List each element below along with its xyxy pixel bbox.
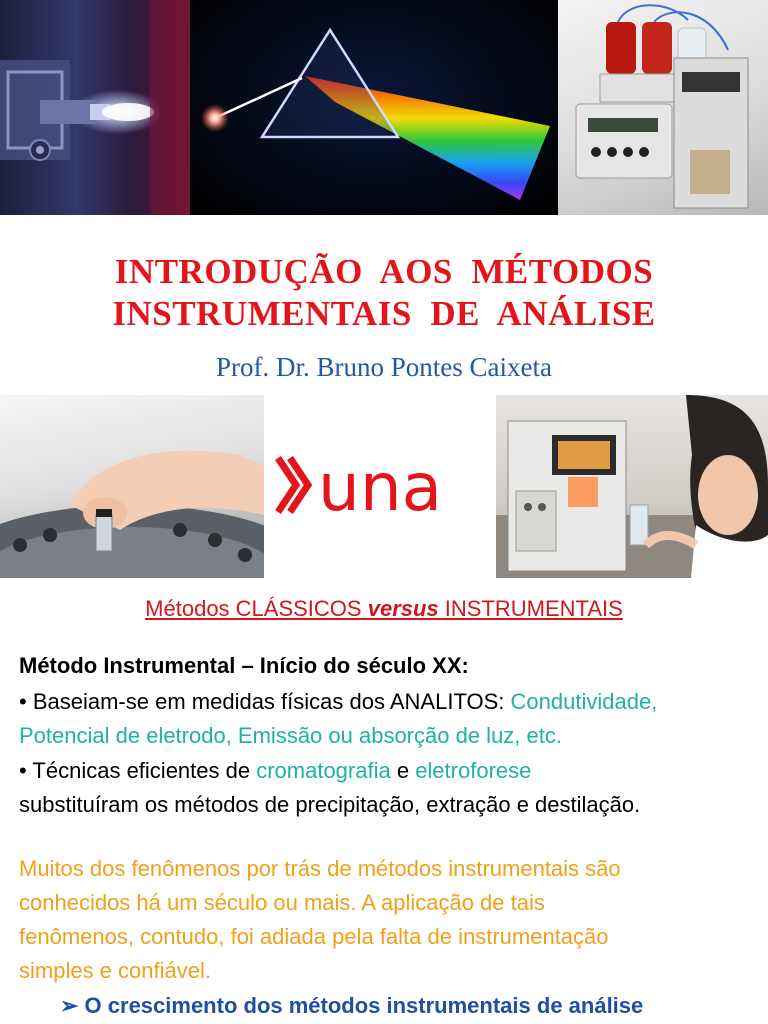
method-heading: Método Instrumental – Início do século XX: bbox=[19, 653, 469, 678]
lab-illustration bbox=[496, 395, 768, 578]
bullet-techniques-cont: substituíram os métodos de precipitação, extração e destilação. bbox=[19, 792, 641, 817]
title-line-2: INSTRUMENTAIS DE ANÁLISE bbox=[112, 294, 656, 333]
growth-statement bbox=[60, 990, 643, 1022]
paragraph-line-3: fenômenos, contudo, foi adiada pela falta de instrumentação bbox=[19, 924, 609, 949]
highlight-chromatography: cromatografia bbox=[256, 758, 391, 783]
prism-spectrum-photo bbox=[190, 0, 558, 215]
paragraph-line-1: Muitos dos fenômenos por trás de métodos instrumentais são bbox=[19, 856, 621, 881]
bullet-marker: • bbox=[19, 758, 33, 783]
autosampler-photo bbox=[0, 395, 264, 578]
section-title-versus: versus bbox=[367, 596, 439, 621]
author-name: Prof. Dr. Bruno Pontes Caixeta bbox=[216, 352, 552, 382]
plasma-torch-illustration bbox=[0, 0, 190, 215]
prism-illustration bbox=[190, 0, 558, 215]
title-line-1: INTRODUÇÃO AOS MÉTODOS bbox=[114, 252, 654, 291]
spectrometer-lab-photo bbox=[496, 395, 768, 578]
bullet-physical-measures-cont: Potencial de eletrodo, Emissão ou absorção de luz, etc. bbox=[19, 723, 562, 748]
paragraph-line-2: conhecidos há um século ou mais. A aplicação de tais bbox=[19, 890, 545, 915]
una-logo bbox=[268, 440, 498, 530]
bullet-physical-measures bbox=[19, 686, 657, 718]
una-logo-mark bbox=[268, 440, 498, 530]
bullet-text: Técnicas eficientes de bbox=[32, 758, 257, 783]
plasma-torch-photo bbox=[0, 0, 190, 215]
bullet-text: Baseiam-se em medidas físicas dos ANALITOS: bbox=[32, 689, 511, 714]
highlight-electrophoresis: eletroforese bbox=[415, 758, 532, 783]
section-title-prefix: Métodos CLÁSSICOS bbox=[145, 596, 368, 621]
section-title-suffix: INSTRUMENTAIS bbox=[438, 596, 623, 621]
arrow-bullet-icon: ➢ bbox=[60, 993, 85, 1018]
titrator-photo bbox=[558, 0, 768, 215]
bullet-techniques bbox=[19, 755, 531, 787]
titrator-illustration bbox=[558, 0, 768, 215]
logo-text: una bbox=[318, 449, 443, 526]
bullet-highlight: Condutividade, bbox=[510, 689, 658, 714]
bullet-marker: • bbox=[19, 689, 33, 714]
paragraph-line-4: simples e confiável. bbox=[19, 958, 211, 983]
autosampler-illustration bbox=[0, 395, 264, 578]
bullet-text: e bbox=[390, 758, 416, 783]
section-title bbox=[0, 596, 768, 622]
growth-text: O crescimento dos métodos instrumentais de análise bbox=[84, 993, 644, 1018]
